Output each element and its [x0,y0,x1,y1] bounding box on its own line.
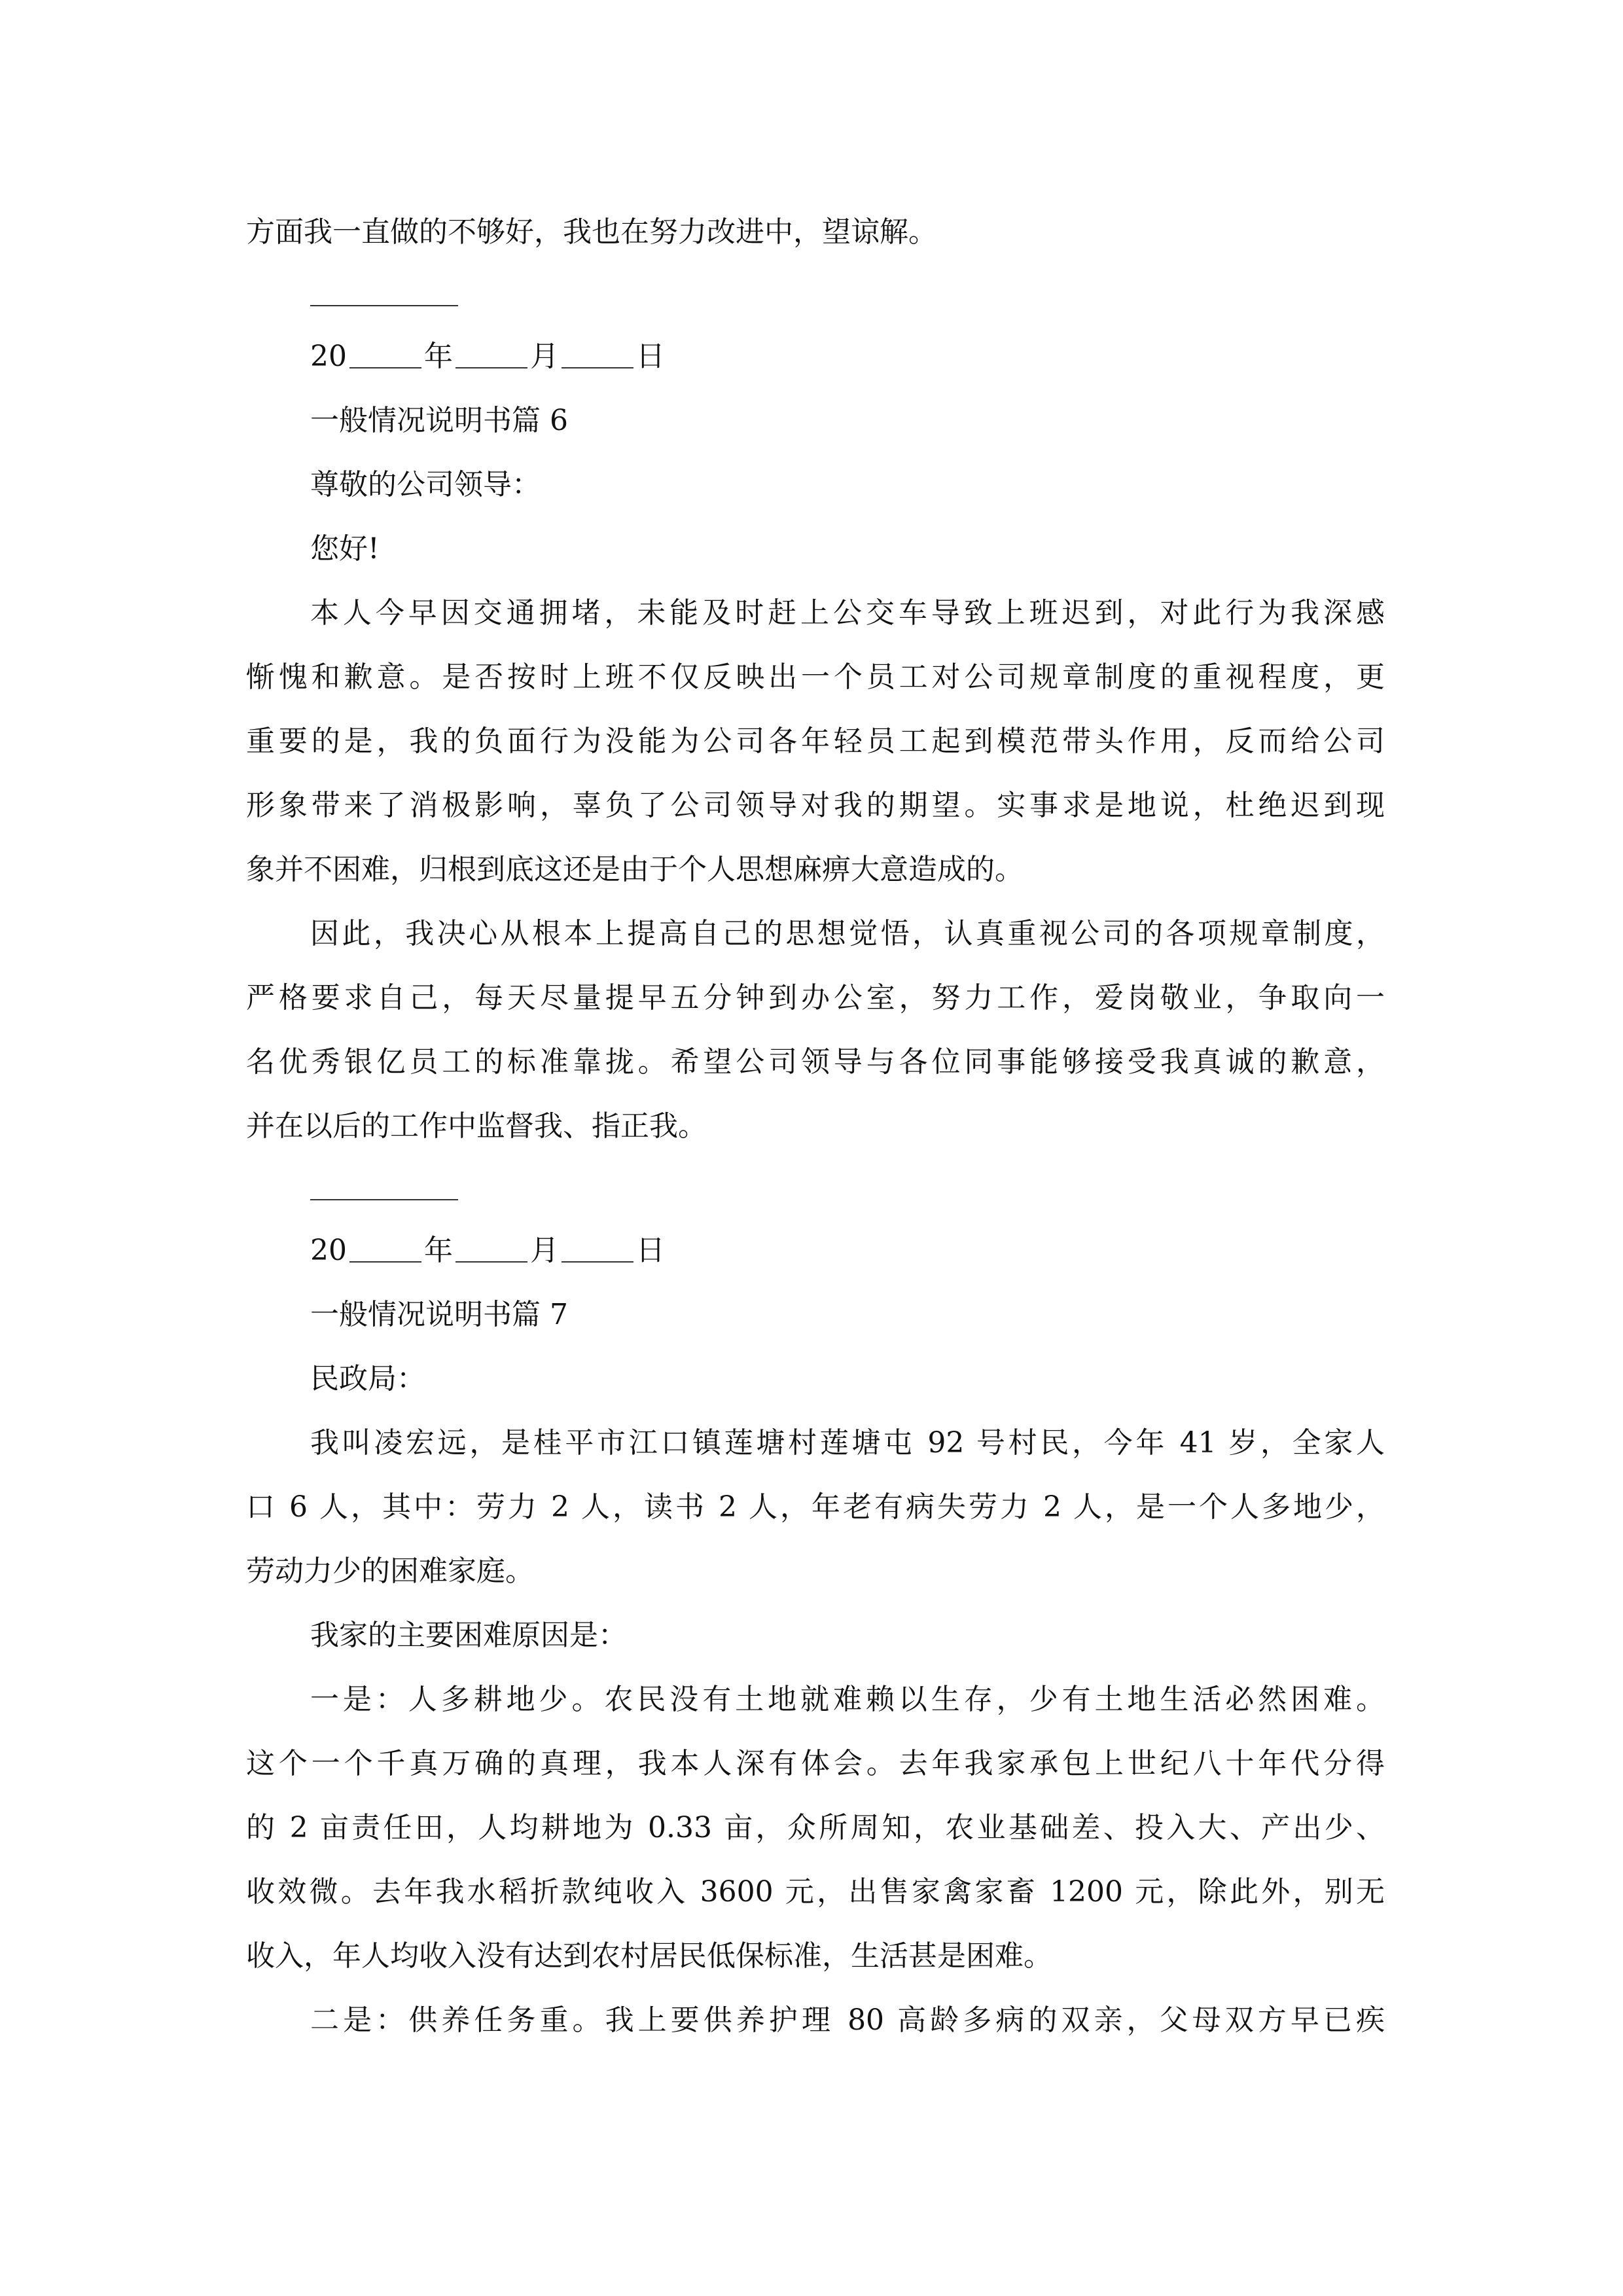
date-blank-day [562,1238,633,1263]
date-blank-day [562,344,633,368]
date-prefix: 20 [310,340,347,373]
date-blank-month [455,1238,527,1263]
paragraph-line: 象并不困难，归根到底这还是由于个人思想麻痹大意造成的。 [246,853,1024,886]
date-year-label: 年 [424,340,453,373]
date-day-label: 日 [636,340,665,373]
paragraph-tail: 方面我一直做的不够好，我也在努力改进中，望谅解。 [246,215,937,249]
paragraph-line: 严格要求自己，每天尽量提早五分钟到办公室，努力工作，爱岗敬业，争取向一 [246,981,1385,1014]
paragraph-line: 因此，我决心从根本上提高自己的思想觉悟，认真重视公司的各项规章制度， [310,917,1385,950]
paragraph-line: 一是：人多耕地少。农民没有土地就难赖以生存，少有土地生活必然困难。 [310,1683,1385,1716]
paragraph-line: 名优秀银亿员工的标准靠拢。希望公司领导与各位同事能够接受我真诚的歉意， [246,1045,1385,1079]
paragraph-line: 重要的是，我的负面行为没能为公司各年轻员工起到模范带头作用，反而给公司 [246,725,1385,758]
date-day-label: 日 [636,1234,665,1267]
date-prefix: 20 [310,1234,347,1267]
paragraph-line: 并在以后的工作中监督我、指正我。 [246,1109,707,1143]
paragraph-line: 惭愧和歉意。是否按时上班不仅反映出一个员工对公司规章制度的重视程度，更 [246,660,1385,694]
paragraph-line: 的 2 亩责任田，人均耕地为 0.33 亩，众所周知，农业基础差、投入大、产出少、 [246,1811,1385,1844]
date-month-label: 月 [530,340,559,373]
paragraph-line: 本人今早因交通拥堵，未能及时赶上公交车导致上班迟到，对此行为我深感 [310,596,1385,630]
signature-line [310,1199,458,1200]
date-line [310,1219,665,1283]
paragraph-line: 收效微。去年我水稻折款纯收入 3600 元，出售家禽家畜 1200 元，除此外，别无 [246,1875,1385,1909]
date-blank-month [455,344,527,368]
section-title: 一般情况说明书篇 7 [310,1298,568,1331]
salutation: 尊敬的公司领导： [310,468,541,501]
paragraph-line: 我家的主要困难原因是： [310,1619,627,1652]
salutation: 民政局： [310,1362,425,1395]
paragraph-line: 这个一个千真万确的真理，我本人深有体会。去年我家承包上世纪八十年代分得 [246,1747,1385,1780]
date-year-label: 年 [424,1234,453,1267]
date-month-label: 月 [530,1234,559,1267]
paragraph-line: 收入，年人均收入没有达到农村居民低保标准，生活甚是困难。 [246,1939,1052,1973]
paragraph-line: 形象带来了消极影响，辜负了公司领导对我的期望。实事求是地说，杜绝迟到现 [246,789,1385,822]
paragraph-line: 口 6 人，其中：劳力 2 人，读书 2 人，年老有病失劳力 2 人，是一个人多地少， [246,1490,1385,1524]
date-blank-year [349,1238,421,1263]
date-line [310,325,665,389]
paragraph-line: 二是：供养任务重。我上要供养护理 80 高龄多病的双亲，父母双方早已疾 [310,2003,1385,2037]
greeting: 您好! [310,532,380,565]
signature-line [310,305,458,306]
section-title: 一般情况说明书篇 6 [310,404,568,437]
paragraph-line: 劳动力少的困难家庭。 [246,1554,534,1588]
paragraph-line: 我叫凌宏远，是桂平市江口镇莲塘村莲塘屯 92 号村民，今年 41 岁，全家人 [310,1426,1385,1460]
date-blank-year [349,344,421,368]
